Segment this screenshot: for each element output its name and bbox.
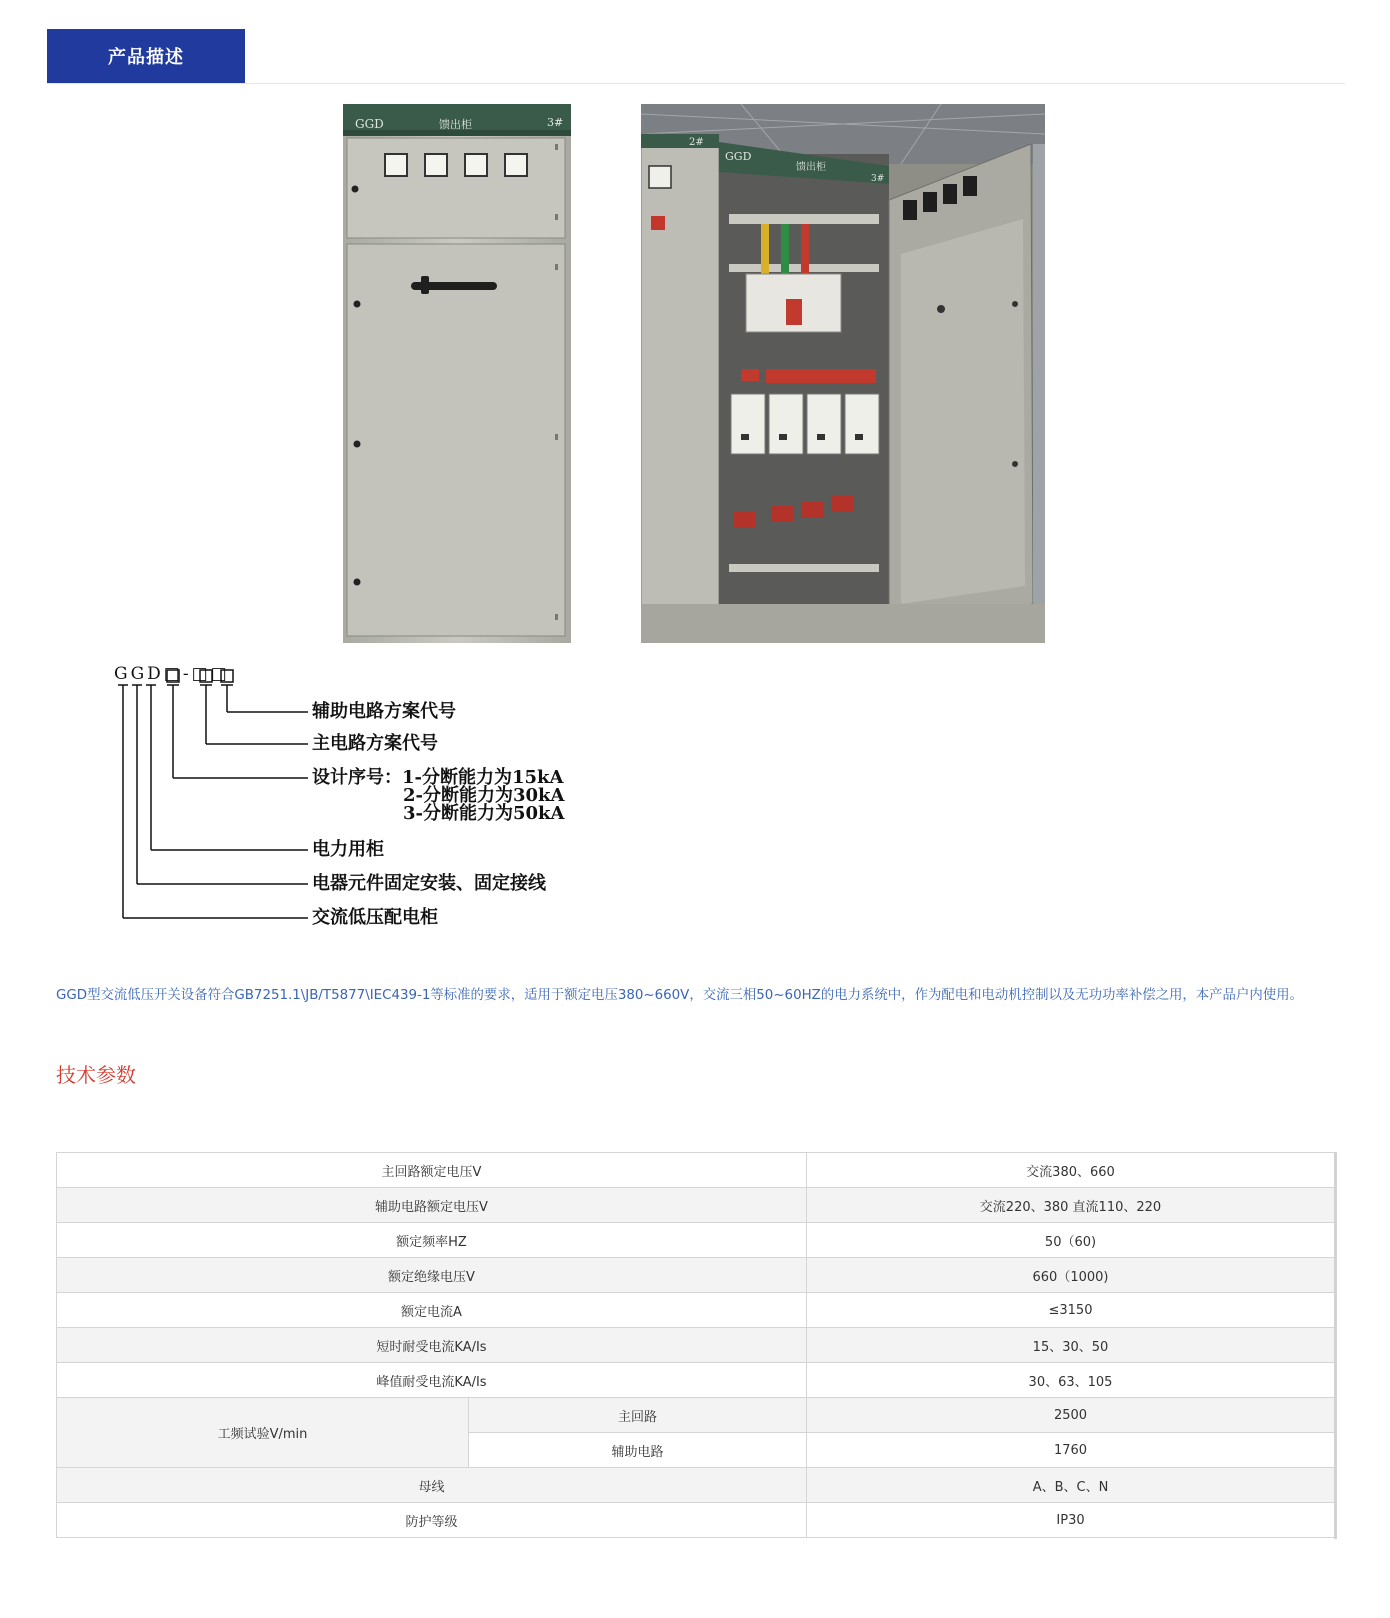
table-row [57,1503,1335,1538]
spec-label: 主回路额定电压V [57,1153,807,1188]
product-description-text: GGD型交流低压开关设备符合GB7251.1\JB/T5877\IEC439-1等标准的要求，适用于额定电压380~660V，交流三相50~60HZ的电力系统中，作为配电和电动机控制以及无功功率补偿之用，本产品户内使用。 [56,988,1303,1003]
spec-label: 额定绝缘电压V [57,1258,807,1293]
table-row [57,1363,1335,1398]
cabinet-label-number: 3# [547,116,564,129]
diagram-line-ac-low-voltage: 交流低压配电柜 [312,907,438,928]
diagram-model-code: GGD□-□□ [114,664,230,684]
spec-label: 母线 [57,1468,807,1503]
tech-params-table [56,1152,1335,1538]
diagram-line-design-number: 设计序号：1-分断能力为15kA [312,767,564,788]
model-code-diagram [110,664,580,951]
spec-label: 短时耐受电流KA/Is [57,1328,807,1363]
spec-sublabel: 主回路 [469,1398,807,1433]
section-title-tech-params: 技术参数 [56,1063,136,1087]
cabinet-open-photo [641,104,1045,643]
cabinet-label-type: 馈出柜 [439,118,472,131]
diagram-line-power-cabinet: 电力用柜 [312,839,384,860]
spec-label: 额定电流A [57,1293,807,1328]
spec-value: 660（1000) [807,1258,1335,1293]
diagram-line-aux-circuit: 辅助电路方案代号 [312,701,456,722]
spec-label: 防护等级 [57,1503,807,1538]
table-row [57,1293,1335,1328]
tab-product-description[interactable] [47,29,245,83]
spec-value: IP30 [807,1503,1335,1538]
diagram-line-30ka: 2-分断能力为30kA [403,785,565,806]
spec-value: 30、63、105 [807,1363,1335,1398]
table-row [57,1328,1335,1363]
section-tab-bar [47,29,1345,84]
table-row [57,1223,1335,1258]
diagram-line-fixed-install: 电器元件固定安装、固定接线 [312,873,546,894]
tab-label: 产品描述 [108,47,184,68]
cabinet-label-ggd: GGD [355,117,384,131]
spec-value: 50（60) [807,1223,1335,1258]
diagram-line-50ka: 3-分断能力为50kA [403,803,565,824]
table-row [57,1188,1335,1223]
spec-value: 交流380、660 [807,1153,1335,1188]
spec-value: 15、30、50 [807,1328,1335,1363]
spec-sublabel: 辅助电路 [469,1433,807,1468]
spec-value: ≤3150 [807,1293,1335,1328]
spec-value: 交流220、380 直流110、220 [807,1188,1335,1223]
table-row [57,1153,1335,1188]
cabinet-label-ggd-2: GGD [725,150,752,163]
spec-value: 1760 [807,1433,1335,1468]
table-shadow-edge [1334,1152,1337,1539]
spec-label: 辅助电路额定电压V [57,1188,807,1223]
cabinet-closed-photo [343,104,571,643]
cabinet-label-number-2: 3# [871,174,885,184]
cabinet-label-left: 2# [689,137,704,148]
spec-value: 2500 [807,1398,1335,1433]
diagram-line-main-circuit: 主电路方案代号 [312,733,438,754]
table-row [57,1258,1335,1293]
spec-label: 峰值耐受电流KA/Is [57,1363,807,1398]
table-row [57,1398,1335,1433]
spec-value: A、B、C、N [807,1468,1335,1503]
spec-label: 额定频率HZ [57,1223,807,1258]
cabinet-label-type-2: 馈出柜 [796,162,826,173]
spec-label-power-frequency-test: 工频试验V/min [57,1398,469,1468]
table-row [57,1468,1335,1503]
